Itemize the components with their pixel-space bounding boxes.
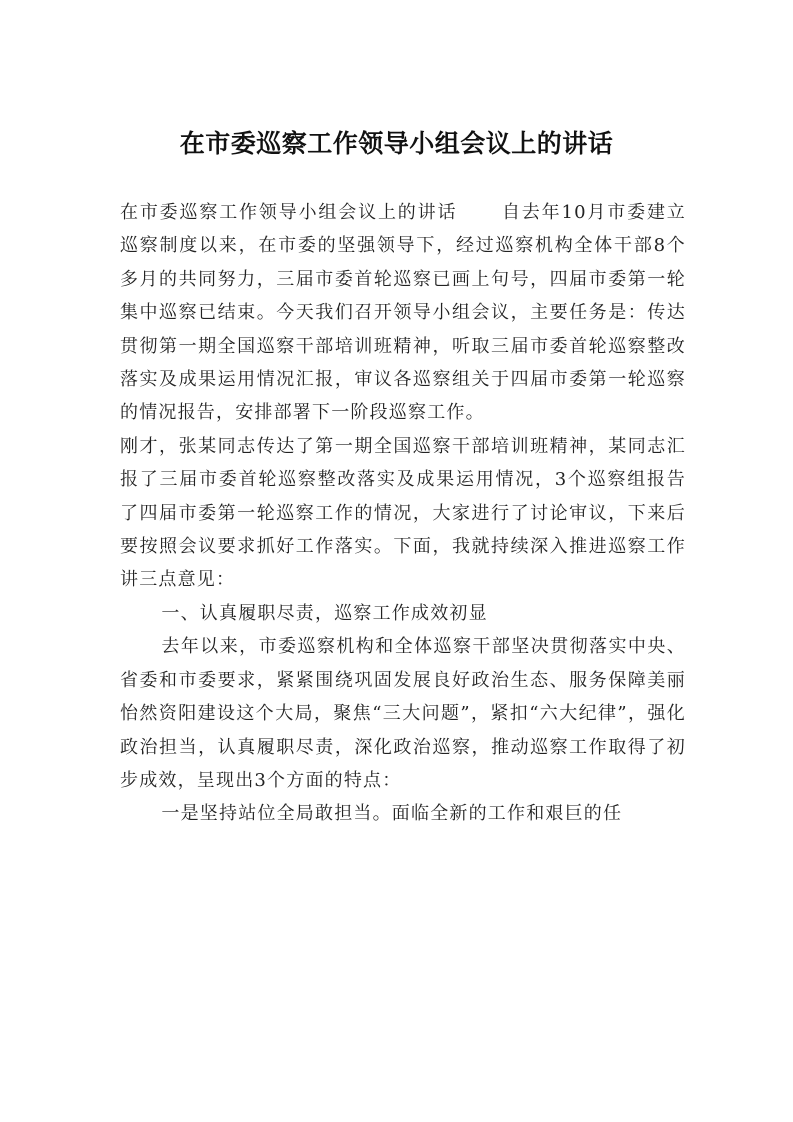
paragraph-text: 自去年10月市委建立巡察制度以来，在市委的坚强领导下，经过巡察机构全体干部8个多月的共同努力，三届市委首轮巡察已画上句号，四届市委第一轮集中巡察已结束。今天我们召开领导小组会议，主要任务是：传达贯彻第一期全国巡察干部培训班精神，听取三届市委首轮巡察整改落实及成果运用情况汇报，审议各巡察组关于四届市委第一轮巡察的情况报告，安排部署下一阶段巡察工作。: [120, 202, 686, 424]
paragraph-point-one: 一是坚持站位全局敢担当。面临全新的工作和艰巨的任: [161, 803, 623, 825]
paragraph-lead: 在市委巡察工作领导小组会议上的讲话: [120, 202, 458, 223]
paragraph-intro: [120, 196, 686, 430]
section-heading: 一、认真履职尽责，巡察工作成效初显: [161, 602, 488, 624]
paragraph-summary: 刚才，张某同志传达了第一期全国巡察干部培训班精神，某同志汇报了三届市委首轮巡察整改落实及成果运用情况，3个巡察组报告了四届市委第一轮巡察工作的情况，大家进行了讨论审议，下来后要按照会议要求抓好工作落实。下面，我就持续深入推进巡察工作讲三点意见：: [120, 435, 686, 591]
paragraph-achievements: 去年以来，市委巡察机构和全体巡察干部坚决贯彻落实中央、省委和市委要求，紧紧围绕巩固发展良好政治生态、服务保障美丽怡然资阳建设这个大局，聚焦“三大问题”，紧扣“六大纪律”，强化政治担当，认真履职尽责，深化政治巡察，推动巡察工作取得了初步成效，呈现出3个方面的特点：: [120, 636, 686, 791]
document-title: 在市委巡察工作领导小组会议上的讲话: [179, 129, 614, 158]
document-body: [120, 196, 686, 831]
